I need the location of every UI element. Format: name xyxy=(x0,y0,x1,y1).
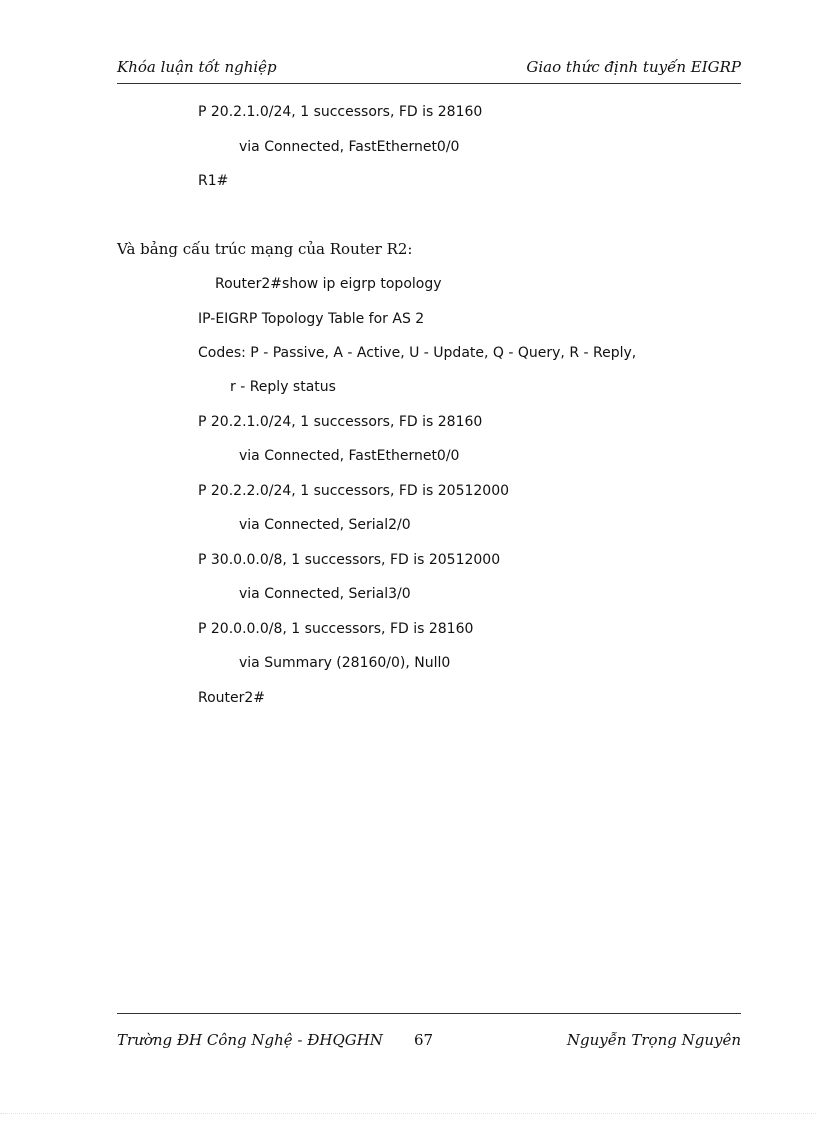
intro-paragraph: Và bảng cấu trúc mạng của Router R2: xyxy=(117,240,413,258)
page-number: 67 xyxy=(414,1031,434,1049)
r1-route-via-line: via Connected, FastEthernet0/0 xyxy=(239,139,460,155)
page-footer xyxy=(117,1031,741,1053)
codes-continuation-line: r - Reply status xyxy=(230,379,336,395)
r1-route-line: P 20.2.1.0/24, 1 successors, FD is 28160 xyxy=(198,104,483,120)
codes-line: Codes: P - Passive, A - Active, U - Update, Q - Query, R - Reply, xyxy=(198,345,637,361)
footer-school: Trường ĐH Công Nghệ - ĐHQGHN xyxy=(117,1031,383,1049)
r2-prompt-line: Router2# xyxy=(198,690,266,706)
route-line: P 20.2.1.0/24, 1 successors, FD is 28160 xyxy=(198,414,483,430)
header-right-title: Giao thức định tuyến EIGRP xyxy=(526,58,741,76)
header-left-title: Khóa luận tốt nghiệp xyxy=(117,58,277,76)
route-via-line: via Connected, Serial2/0 xyxy=(239,517,411,533)
route-line: P 20.2.2.0/24, 1 successors, FD is 20512000 xyxy=(198,483,510,499)
footer-divider xyxy=(117,1013,741,1014)
bottom-page-edge xyxy=(0,1113,816,1114)
page-header xyxy=(117,58,741,80)
footer-author: Nguyễn Trọng Nguyên xyxy=(566,1031,741,1049)
route-via-line: via Summary (28160/0), Null0 xyxy=(239,655,451,671)
r1-prompt-line: R1# xyxy=(198,173,229,189)
route-line: P 20.0.0.0/8, 1 successors, FD is 28160 xyxy=(198,621,474,637)
topology-table-title: IP-EIGRP Topology Table for AS 2 xyxy=(198,311,425,327)
route-via-line: via Connected, Serial3/0 xyxy=(239,586,411,602)
route-line: P 30.0.0.0/8, 1 successors, FD is 20512000 xyxy=(198,552,501,568)
header-divider xyxy=(117,83,741,84)
r2-command-line: Router2#show ip eigrp topology xyxy=(215,276,442,292)
route-via-line: via Connected, FastEthernet0/0 xyxy=(239,448,460,464)
